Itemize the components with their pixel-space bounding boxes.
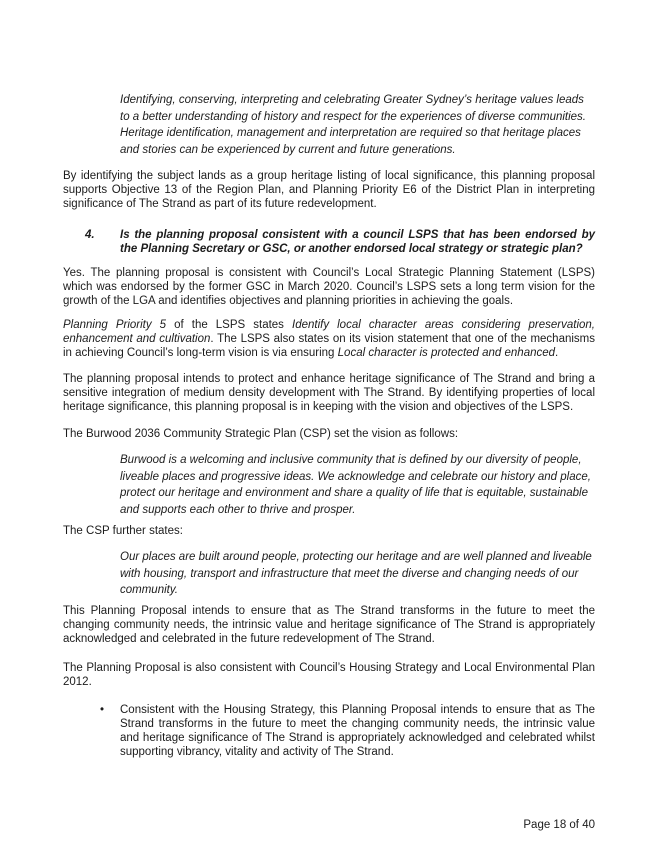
para-housing-strategy: The Planning Proposal is also consistent with Council’s Housing Strategy and Local Environmental Plan 2012. — [63, 661, 595, 688]
para-csp-vision-intro: The Burwood 2036 Community Strategic Plan (CSP) set the vision as follows: — [63, 428, 459, 440]
para-strand-transforms: This Planning Proposal intends to ensure that as The Strand transforms in the future to meet the changing community needs, the intrinsic value and heritage significance of The Strand is appropriately acknowledged and celebrated in the future redevelopment of The Strand. — [63, 604, 595, 645]
lsps-statement-quote: Identify local character areas considering preservation, enhancement and cultivation — [63, 319, 595, 345]
para-lsps-yes: Yes. The planning proposal is consistent with Council’s Local Strategic Planning Statement (LSPS) which was endorsed by the former GSC in March 2020. Council’s LSPS sets a long term vision for the growth of the LGA and identifies objectives and planning priorities in achieving the goals. — [63, 267, 595, 307]
bullet-housing-strategy — [63, 703, 595, 759]
para-priority-seg6: . — [555, 347, 559, 359]
question-4-heading — [63, 228, 595, 256]
page-number: Page 18 of 40 — [523, 819, 595, 831]
bullet-housing-strategy-text: Consistent with the Housing Strategy, this Planning Proposal intends to ensure that as The Strand transforms in the future to meet the changing community needs, the intrinsic value and heritage significance of The Strand is appropriately acknowledged and celebrated whilst supporting vibrancy, vitality and activity of The Strand. — [120, 703, 595, 758]
para-proposal-intends: The planning proposal intends to protect and enhance heritage significance of The Strand and bring a sensitive integration of medium density development with The Strand. By identifying properties of local heritage significance, this planning proposal is in keeping with the vision and objectives of the LSPS. — [63, 373, 595, 413]
question-4-number: 4. — [85, 229, 95, 241]
planning-priority-5-title: Planning Priority 5 — [63, 319, 167, 331]
question-4-text: Is the planning proposal consistent with a council LSPS that has been endorsed by the Planning Secretary or GSC, or another endorsed local strategy or strategic plan? — [120, 229, 595, 255]
local-character-quote: Local character is protected and enhanced — [337, 347, 556, 359]
quote-burwood-vision: Burwood is a welcoming and inclusive community that is defined by our diversity of people, liveable places and progressive ideas. We acknowledge and celebrate our history and place, protect our heritage and environment and share a quality of life that is equitable, sustainable and supports each other to thrive and prosper. — [120, 454, 591, 516]
para-priority-seg2: of the LSPS states — [166, 319, 292, 331]
quote-our-places: Our places are built around people, protecting our heritage and are well planned and liveable with housing, transport and infrastructure that meet the diverse and changing needs of our community. — [120, 551, 592, 596]
para-priority-seg4: . The LSPS also states on its vision statement that one of the mechanisms in achieving Council’s long-term vision is via ensuring — [63, 333, 595, 359]
bullet-icon: • — [100, 703, 105, 716]
quote-heritage-values: Identifying, conserving, interpreting and celebrating Greater Sydney’s heritage values leads to a better understanding of history and respect for the experiences of diverse communities. Heritage identification, management and interpretation are required so that heritage places and stories can be experienced by current and future generations. — [120, 94, 587, 156]
para-csp-further: The CSP further states: — [63, 525, 183, 537]
document-body — [63, 92, 595, 759]
para-planning-priority-5 — [63, 318, 595, 360]
para-region-plan: By identifying the subject lands as a group heritage listing of local significance, this planning proposal supports Objective 13 of the Region Plan, and Planning Priority E6 of the District Plan in interpreting significance of The Strand as part of its future redevelopment. — [63, 170, 595, 210]
